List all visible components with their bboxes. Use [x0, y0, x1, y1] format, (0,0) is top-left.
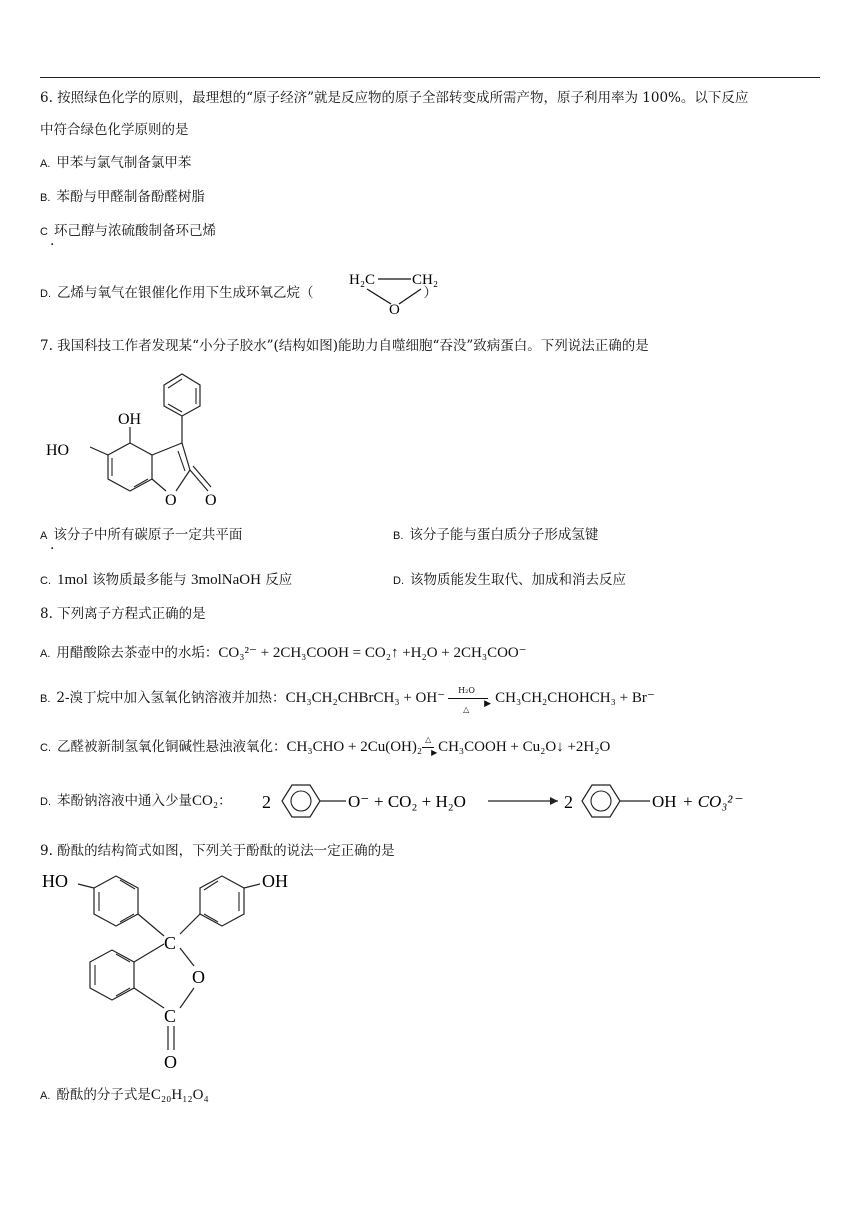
q9-ho-label: HO [42, 871, 68, 891]
option-equation-left: CH₃CH₂CHBrCH₃ + OH⁻ [285, 690, 446, 706]
option-text: 该物质最多能与 [87, 572, 191, 588]
q7-option-d[interactable] [393, 570, 626, 591]
option-text: 2-溴丁烷中加入氢氧化钠溶液并加热： [56, 690, 286, 706]
q7-option-c[interactable] [40, 570, 292, 591]
option-equation-left: CH₃CHO + 2Cu(OH)₂ [286, 739, 423, 755]
epoxide-right-group: CH₂ [412, 272, 439, 288]
q6-option-c[interactable] [40, 221, 216, 242]
option-text: 环己醇与浓硫酸制备环己烯 [53, 223, 216, 239]
q9-phenolphthalein-structure [40, 866, 310, 1076]
option-text: 该分子能与蛋白质分子形成氢键 [409, 527, 599, 543]
q8-option-b[interactable] [40, 685, 655, 714]
option-text-naoh: 3molNaOH [190, 572, 261, 588]
epoxide-structure [345, 264, 455, 316]
q8-option-c[interactable] [40, 734, 611, 758]
option-equation-right: CH₃CH₂CHOHCH₃ + Br⁻ [495, 690, 655, 706]
q8-stem: 8. 下列离子方程式正确的是 [40, 606, 206, 622]
option-dot: · [50, 237, 55, 253]
option-text: 该分子中所有碳原子一定共平面 [53, 527, 243, 543]
q8-d-equation [262, 774, 762, 826]
option-co2: CO₂ [192, 793, 219, 809]
q6-stem-line1: 6. 按照绿色化学的原则，最理想的“原子经济”就是反应物的原子全部转变成所需产物，原子利用率为 100%。以下反应 [40, 90, 749, 106]
reagents-label: + CO₂ + H₂O [374, 792, 466, 811]
q9-option-a[interactable] [40, 1085, 209, 1106]
option-text: 乙醛被新制氢氧化铜碱性悬浊液氧化： [57, 739, 287, 755]
option-letter: A. [40, 158, 51, 170]
q7-oh-label: OH [118, 411, 142, 428]
option-letter: C. [40, 742, 51, 754]
phenoxide-label: O⁻ [348, 792, 370, 811]
q6-option-a[interactable] [40, 153, 191, 174]
q7-ring-o: O [165, 492, 177, 509]
option-letter: D. [40, 796, 51, 808]
q9-center-c: C [164, 933, 177, 953]
option-letter: D. [393, 575, 404, 587]
reaction-arrow: △ ▶ [422, 738, 438, 758]
option-letter: B. [40, 693, 51, 705]
option-colon: ： [218, 793, 232, 809]
header-rule [40, 77, 820, 78]
reaction-arrow: H₂O ▶ △ [448, 689, 492, 709]
q9-carbonyl-c: C [164, 1006, 177, 1026]
q9-carbonyl-o: O [164, 1052, 177, 1072]
q7-carbonyl-o: O [205, 492, 217, 509]
option-letter: B. [40, 192, 51, 204]
q7-structure [40, 365, 240, 515]
option-formula: C₂₀H₁₂O₄ [150, 1087, 209, 1103]
option-text: 该物质能发生取代、加成和消去反应 [410, 572, 626, 588]
epoxide-oxygen: O [389, 302, 400, 318]
option-letter: A [40, 530, 48, 542]
option-letter: D. [40, 288, 51, 300]
q8-option-a[interactable] [40, 643, 527, 664]
option-equation: CO₃²⁻ + 2CH₃COOH = CO₂↑ +H₂O + 2CH₃COO⁻ [218, 645, 527, 661]
q8-option-d[interactable] [40, 791, 232, 812]
q9-oh-label: OH [262, 871, 288, 891]
option-letter: C [40, 226, 48, 238]
option-text: 苯酚与甲醛制备酚醛树脂 [56, 189, 205, 205]
q7-ho-label: HO [46, 442, 70, 459]
option-text-mol: 1mol [57, 572, 88, 588]
option-text: 用醋酸除去茶壶中的水垢： [56, 645, 219, 661]
option-text: 苯酚钠溶液中通入少量 [57, 793, 192, 809]
option-letter: B. [393, 530, 404, 542]
coefficient-2: 2 [564, 792, 573, 812]
option-close-paren: ） [423, 285, 437, 301]
q6-stem-line2: 中符合绿色化学原则的是 [40, 122, 189, 138]
q9-ring-o: O [192, 967, 205, 987]
epoxide-left-group: H₂C [349, 272, 376, 288]
option-letter: A. [40, 1090, 51, 1102]
q6-option-b[interactable] [40, 187, 205, 208]
carbonate-label: + CO₃²⁻ [682, 792, 742, 811]
coefficient-1: 2 [262, 792, 271, 812]
arrow-condition-top: △ [425, 734, 432, 744]
phenol-oh-label: OH [652, 792, 677, 811]
option-text: 乙烯与氧气在银催化作用下生成环氧乙烷（ [57, 285, 314, 301]
option-text-end: 反应 [260, 572, 293, 588]
option-text: 酚酞的分子式是 [56, 1087, 151, 1103]
option-letter: C. [40, 575, 51, 587]
option-letter: A. [40, 648, 51, 660]
q7-option-b[interactable] [393, 525, 598, 546]
option-equation-right: CH₃COOH + Cu₂O↓ +2H₂O [438, 739, 611, 755]
option-dot: · [50, 541, 55, 557]
q9-stem: 9. 酚酞的结构简式如图，下列关于酚酞的说法一定正确的是 [40, 843, 395, 859]
q7-stem: 7. 我国科技工作者发现某“小分子胶水”(结构如图)能助力自噬细胞“吞没”致病蛋白。下列说法正确的是 [40, 338, 649, 354]
q7-option-a[interactable] [40, 525, 242, 546]
option-text: 甲苯与氯气制备氯甲苯 [56, 155, 192, 171]
arrow-condition-bottom: △ [463, 704, 470, 714]
arrow-condition-top: H₂O [458, 685, 475, 695]
